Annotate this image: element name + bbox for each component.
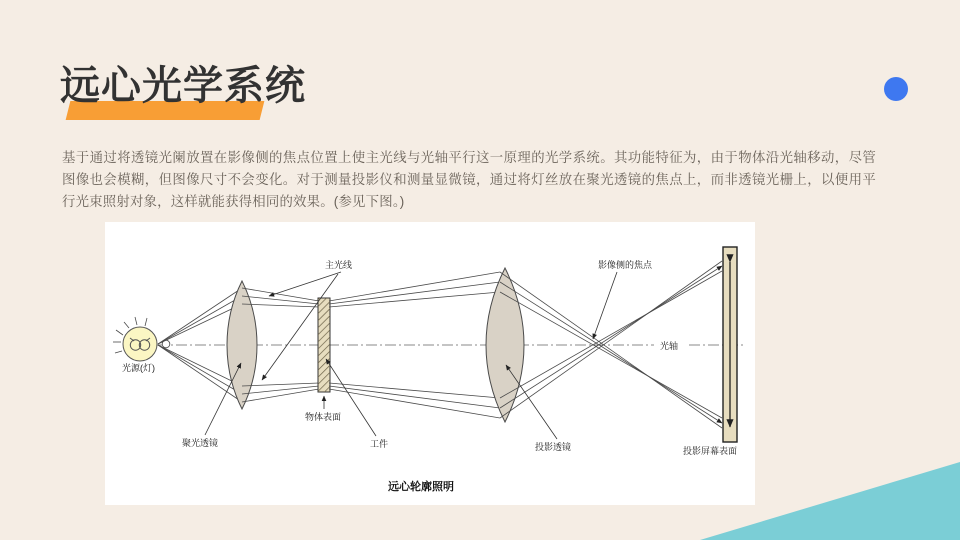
image-side-focus-label: 影像侧的焦点 xyxy=(598,260,653,270)
page-title: 远心光学系统 xyxy=(60,64,306,108)
projection-lens-shape xyxy=(486,268,524,422)
projection-screen-bar xyxy=(723,247,737,442)
condenser-lens-shape xyxy=(227,281,257,409)
optical-diagram-svg xyxy=(105,222,755,505)
workpiece-label: 工件 xyxy=(370,439,389,449)
converging-rays xyxy=(500,261,722,428)
object-surface-label: 物体表面 xyxy=(305,412,342,422)
condenser-lens-pointer xyxy=(205,363,241,435)
light-bulb-icon xyxy=(113,317,157,361)
title-block xyxy=(60,64,306,108)
diagram-caption: 远心轮廓照明 xyxy=(388,481,454,493)
screen-surface-label: 投影屏幕表面 xyxy=(683,446,738,456)
body-paragraph: 基于通过将透镜光阑放置在影像侧的焦点位置上使主光线与光轴平行这一原理的光学系统。其功能特征为，由于物体沿光轴移动，尽管图像也会模糊，但图像尺寸不会变化。对于测量投影仪和测量显微镜，通过将灯丝放在聚光透镜的焦点上，而非透镜光栅上，以便用平行光束照射对象，这样就能获得相同的效果。(参见下图。) xyxy=(62,150,876,209)
chief-ray-label: 主光线 xyxy=(325,260,353,270)
object-surface-bar xyxy=(318,298,330,392)
chief-ray-pointer-upper xyxy=(269,272,341,296)
light-source-label: 光源(灯) xyxy=(122,363,155,373)
focus-pointer xyxy=(593,272,617,339)
projection-lens-label: 投影透镜 xyxy=(535,442,572,452)
blue-dot-decoration xyxy=(884,77,908,101)
teal-corner-decoration xyxy=(698,460,960,540)
optical-axis-label: 光轴 xyxy=(660,341,679,351)
condenser-lens-label: 聚光透镜 xyxy=(182,438,219,448)
workpiece-pointer xyxy=(326,359,376,436)
optical-diagram xyxy=(105,222,755,505)
